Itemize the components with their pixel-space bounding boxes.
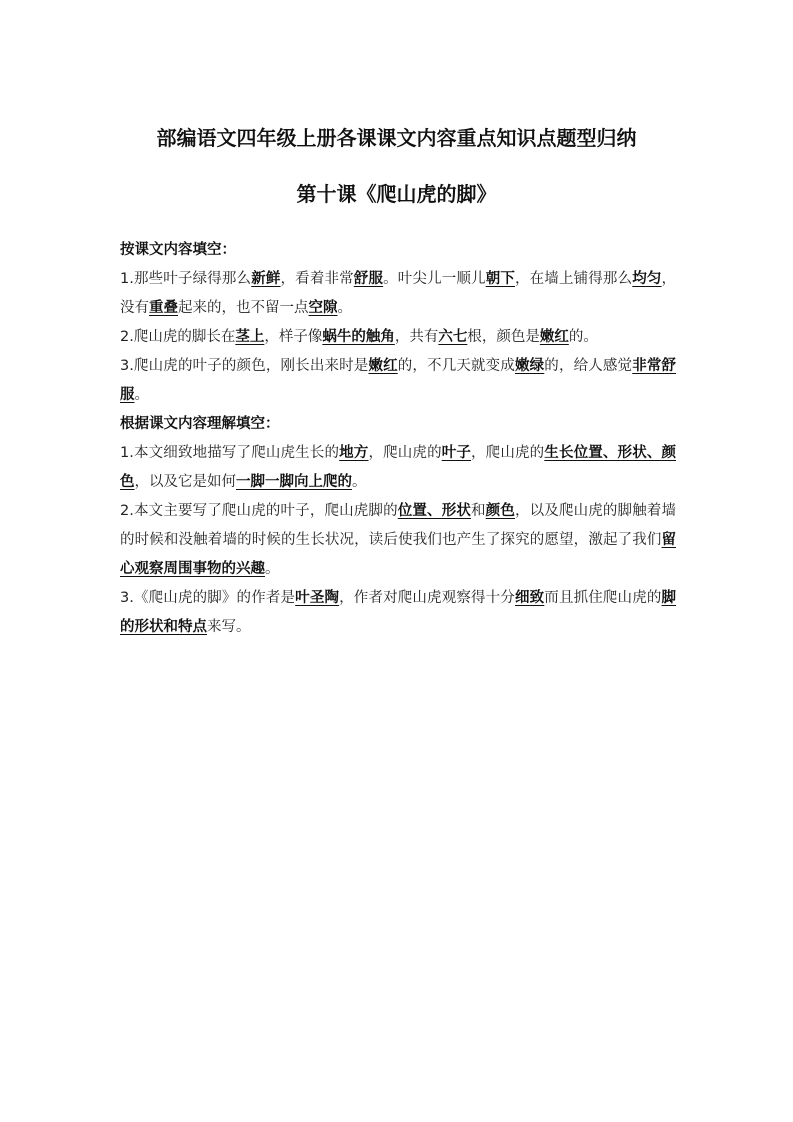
question-text: ，共有	[394, 329, 439, 345]
question-text: ，以及爬山虎的脚触着墙的时候和没触着墙的时候的生长状况，读后使我们也产生了探究的愿望，激起了我们	[120, 503, 677, 548]
question-text: 2.爬山虎的脚长在	[120, 329, 236, 345]
question-text: 。	[352, 474, 367, 490]
question-text: 1.本文细致地描写了爬山虎生长的	[120, 445, 340, 461]
answer-blank: 嫩红	[539, 329, 569, 345]
answer-blank: 均匀	[632, 271, 662, 287]
question-text: ，爬山虎的	[368, 445, 442, 461]
document-body	[120, 236, 676, 642]
question-text: ，看着非常	[280, 271, 354, 287]
question-text: 根，颜色是	[467, 329, 540, 345]
question-text: 3.《爬山虎的脚》的作者是	[120, 590, 296, 606]
answer-blank: 重叠	[149, 300, 178, 316]
lesson-title: 第十课《爬山虎的脚》	[296, 182, 497, 206]
question-text: 。	[134, 387, 149, 403]
question-text: 而且抓住爬山虎的	[544, 590, 662, 606]
answer-blank: 地方	[339, 445, 369, 461]
question-text: 的，给人感觉	[544, 358, 633, 374]
answer-blank: 六七	[438, 329, 468, 345]
question-text: ，作者对爬山虎观察得十分	[339, 590, 515, 606]
question-text: 。叶尖儿一顺儿	[383, 271, 486, 287]
question-text: 的。	[568, 329, 598, 345]
answer-blank: 新鲜	[251, 271, 281, 287]
question-item	[120, 439, 676, 497]
answer-blank: 嫩红	[368, 358, 398, 374]
answer-blank: 脚的形状和特点	[120, 590, 677, 635]
question-text: 。	[265, 561, 280, 577]
question-text: ，在墙上铺得那么	[515, 271, 633, 287]
question-text: 来写。	[207, 619, 251, 635]
question-text: ，没有	[120, 271, 677, 316]
question-text: 2.本文主要写了爬山虎的叶子，爬山虎脚的	[120, 503, 398, 519]
question-item	[120, 497, 676, 584]
answer-blank: 嫩绿	[514, 358, 545, 374]
answer-blank: 非常舒服	[120, 358, 677, 403]
question-text: 3.爬山虎的叶子的颜色，刚长出来时是	[120, 358, 369, 374]
question-text: 起来的，也不留一点	[178, 300, 309, 316]
answer-blank: 叶子	[441, 445, 472, 461]
question-text: 的，不几天就变成	[397, 358, 515, 374]
answer-blank: 朝下	[485, 271, 515, 287]
answer-blank: 留心观察周围事物的兴趣	[120, 532, 676, 577]
question-text: ，爬山虎的	[471, 445, 545, 461]
question-item	[120, 352, 676, 410]
answer-blank: 细致	[514, 590, 545, 606]
section-heading-comprehension: 根据课文内容理解填空：	[120, 416, 280, 432]
answer-blank: 空隙	[308, 300, 338, 316]
question-text: 和	[471, 503, 486, 519]
answer-blank: 叶圣陶	[295, 590, 340, 606]
answer-blank: 颜色	[485, 503, 515, 519]
section-heading-fill-in: 按课文内容填空：	[120, 242, 236, 258]
answer-blank: 舒服	[353, 271, 384, 287]
question-text: ，以及它是如何	[134, 474, 236, 490]
question-text: 。	[337, 300, 352, 316]
answer-blank: 蜗牛的触角	[322, 329, 395, 345]
question-item	[120, 323, 676, 352]
answer-blank: 茎上	[235, 329, 265, 345]
answer-blank: 位置、形状	[397, 503, 472, 519]
question-item	[120, 265, 676, 323]
question-text: ，样子像	[264, 329, 323, 345]
question-text: 1.那些叶子绿得那么	[120, 271, 252, 287]
question-item	[120, 584, 676, 642]
answer-blank: 一脚一脚向上爬的	[236, 474, 352, 490]
document-title: 部编语文四年级上册各课课文内容重点知识点题型归纳	[156, 126, 637, 150]
answer-blank: 生长位置、形状、颜色	[120, 445, 677, 490]
